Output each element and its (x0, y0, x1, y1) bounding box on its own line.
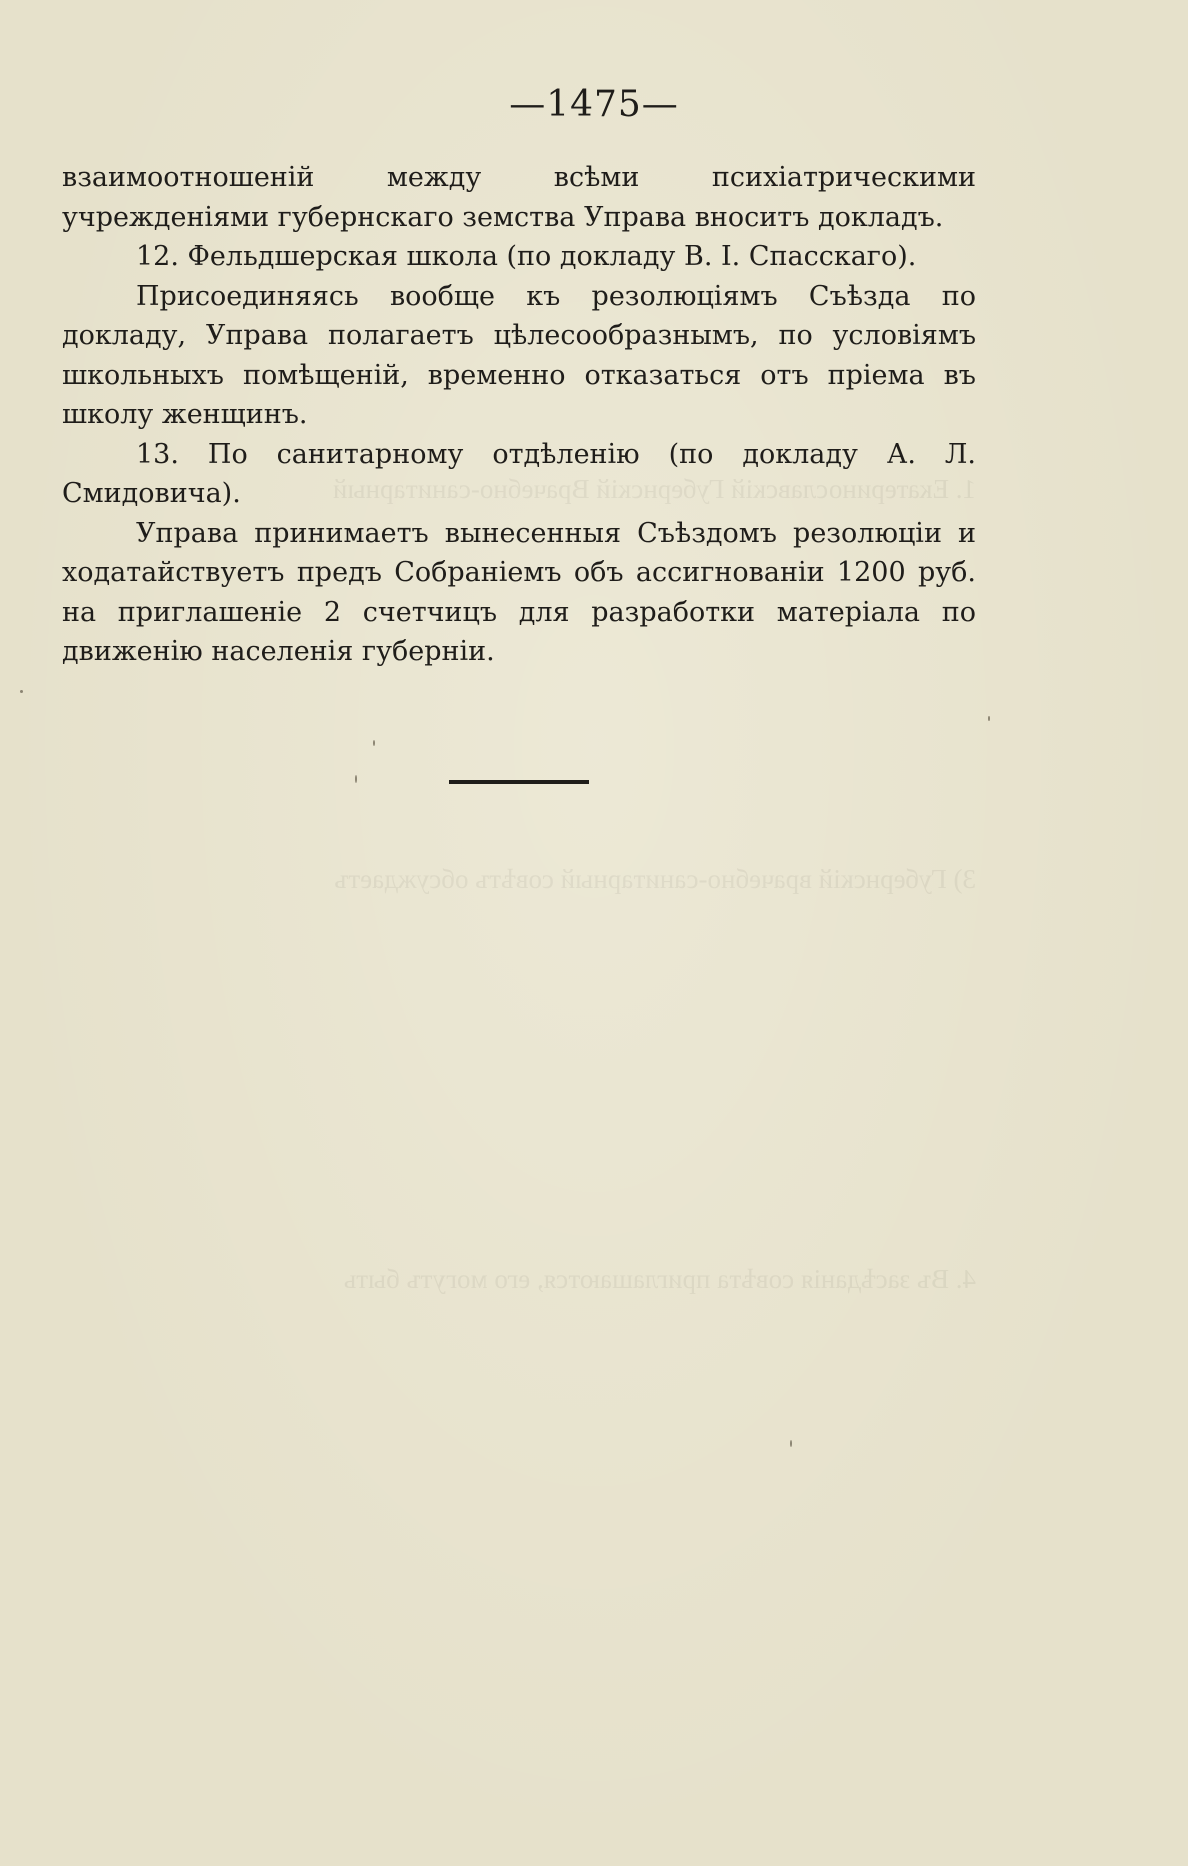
paper-speck (20, 690, 23, 693)
show-through-text: 3) Губернскій врачебно-санитарный совѣтъ обсуждаетъ (334, 864, 976, 894)
paper-speck (373, 740, 375, 746)
show-through-text: 1. Екатеринославскій Губернскій Врачебно-санитарный (332, 474, 976, 504)
paragraph-2-heading-feldsher-school: 12. Фельдшерская школа (по докладу В. І. Спасскаго). (136, 241, 917, 272)
main-text (62, 158, 976, 672)
paper-speck (790, 1440, 792, 1447)
section-divider-rule (449, 780, 589, 784)
paper-speck (988, 716, 990, 721)
page-number: —1475— (509, 84, 679, 125)
paragraph-1: взаимоотношеній между всѣми психіатрическими учрежденіями губернскаго земства Управа вноситъ докладъ. (62, 162, 976, 233)
paragraph-4-heading-sanitary-department: 13. По санитарному отдѣленію (по докладу А. Л. Смидовича). (62, 438, 976, 509)
paragraph-3: Присоединяясь вообще къ резолюціямъ Съѣзда по докладу, Управа полагаетъ цѣлесообразнымъ, по условіямъ школьныхъ помѣщеній, временно отказаться отъ пріема въ школу женщинъ. (62, 280, 976, 430)
show-through-text: 4. Въ засѣданія совѣта приглашаются, его могутъ быть (343, 1264, 976, 1294)
paper-speck (355, 775, 357, 783)
paragraph-5: Управа принимаетъ вынесенныя Съѣздомъ резолюціи и ходатайствуетъ предъ Собраніемъ объ ассигнованіи 1200 руб. на приглашеніе 2 счетчицъ для разработки матеріала по движенію населенія губерніи. (62, 517, 976, 667)
